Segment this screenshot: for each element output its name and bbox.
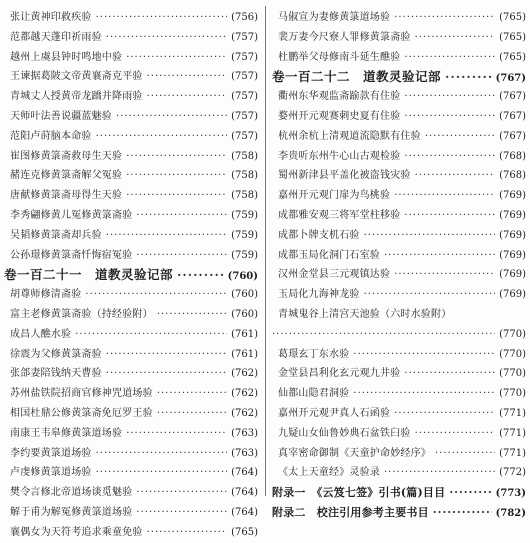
- toc-page-number: (757): [231, 130, 258, 142]
- toc-entry-title: 成都雅安观三将军堂柱移验: [278, 209, 401, 221]
- dot-leader: [126, 166, 227, 186]
- dot-leader: [435, 444, 495, 464]
- toc-entry-title: 南康王韦皋修黄箓道场验: [10, 427, 123, 439]
- toc-entry-title: 富主老修黄箓斋验（持经验附）: [10, 308, 153, 320]
- toc-page-number: (773): [495, 488, 526, 500]
- dot-leader: [445, 67, 492, 87]
- toc-page-number: (761): [231, 328, 258, 340]
- toc-entry[interactable]: [272, 265, 526, 285]
- toc-left-column: [4, 8, 258, 543]
- toc-entry[interactable]: [4, 147, 258, 167]
- toc-entry-title: 蜀州新津县平盖化被盗钱灾验: [278, 170, 411, 182]
- toc-page-number: (763): [231, 427, 258, 439]
- toc-page-number: (760): [231, 289, 258, 301]
- toc-entry[interactable]: [4, 226, 258, 246]
- toc-entry-title: 金堂县昌利化玄元观九井验: [278, 368, 401, 380]
- dot-leader: [353, 345, 495, 365]
- dot-leader: [75, 325, 227, 345]
- dot-leader: [433, 503, 492, 523]
- toc-entry-title: 玉局化九海神龙验: [278, 289, 360, 301]
- dot-leader: [157, 305, 227, 325]
- toc-entry[interactable]: [272, 107, 526, 127]
- toc-chapter-heading[interactable]: [272, 67, 526, 87]
- toc-entry[interactable]: [4, 345, 258, 365]
- toc-entry[interactable]: [4, 127, 258, 147]
- toc-page-number: (757): [231, 110, 258, 122]
- toc-entry-title: 胡尊师修清斋验: [10, 289, 82, 301]
- dot-leader: [126, 147, 227, 167]
- toc-page-number: (760): [231, 308, 258, 320]
- toc-entry[interactable]: [4, 424, 258, 444]
- toc-entry[interactable]: [4, 28, 258, 48]
- dot-leader: [404, 364, 495, 384]
- toc-entry-title: 李贵听东州牛心山古观检验: [278, 150, 401, 162]
- toc-entry[interactable]: [272, 404, 526, 424]
- dot-leader: [116, 107, 227, 127]
- toc-entry-title: 青城丈人授黄帝龙蹻并降雨验: [10, 91, 143, 103]
- toc-entry[interactable]: [4, 8, 258, 28]
- toc-entry[interactable]: [272, 285, 526, 305]
- dot-leader: [394, 186, 495, 206]
- toc-entry-title: 樊令言修北帝道场谈觅魅验: [10, 487, 133, 499]
- toc-entry[interactable]: [272, 384, 526, 404]
- dot-leader: [96, 444, 228, 464]
- toc-entry[interactable]: [4, 364, 258, 384]
- toc-page-number: (768): [499, 170, 526, 182]
- toc-entry-title: 附录一 《云笈七签》引书(篇)目目: [272, 486, 446, 500]
- toc-entry-title: 成都玉局化洞门石室验: [278, 249, 380, 261]
- dot-leader: [415, 424, 496, 444]
- dot-leader: [425, 127, 495, 147]
- toc-page-number: (757): [231, 91, 258, 103]
- dot-leader: [157, 404, 227, 424]
- toc-page-number: (782): [495, 507, 526, 519]
- toc-entry-title: 卷一百二十二 道教灵验记部: [272, 69, 442, 85]
- toc-page-number: (770): [499, 368, 526, 380]
- dot-leader: [404, 107, 495, 127]
- toc-entry-title: 衢州东华观监斋踰款有住验: [278, 91, 401, 103]
- toc-entry-title: 卢虔修黄箓道场验: [10, 467, 92, 479]
- toc-page-number: (767): [495, 73, 526, 85]
- toc-entry-title: 崔图修黄箓斋救母生天验: [10, 150, 123, 162]
- toc-entry-title: 公孙璟修黄箓斋忏悔宿冤验: [10, 249, 133, 261]
- toc-entry-title: 李秀翩修黄儿冤修黄箓斋验: [10, 209, 133, 221]
- toc-page-number: (759): [231, 209, 258, 221]
- toc-entry-title: 成都卜牌支机石验: [278, 229, 360, 241]
- toc-entry-title: 赭连克修黄箓斋解父冤验: [10, 170, 123, 182]
- dot-leader: [364, 285, 496, 305]
- toc-entry[interactable]: [272, 48, 526, 68]
- toc-entry[interactable]: [272, 364, 526, 384]
- dot-leader: [415, 28, 496, 48]
- toc-right-column: [272, 8, 526, 523]
- toc-entry-title: 苏州盐铁院招商官修神咒道场验: [10, 388, 153, 400]
- toc-page-number: (771): [499, 407, 526, 419]
- toc-entry[interactable]: [4, 463, 258, 483]
- toc-page-number: (770): [499, 348, 526, 360]
- dot-leader: [147, 87, 228, 107]
- dot-leader: [147, 523, 228, 543]
- dot-leader: [96, 8, 228, 28]
- toc-page-number: (756): [231, 12, 258, 23]
- toc-page-number: (770): [499, 388, 526, 400]
- dot-leader: [106, 226, 227, 246]
- toc-page-number: (762): [231, 388, 258, 400]
- toc-page-number: (762): [231, 407, 258, 419]
- toc-entry-title: 范阳卢莳脑本命验: [10, 130, 92, 142]
- toc-entry[interactable]: [272, 127, 526, 147]
- toc-entry-title: 杜鹏举父母修南斗延生醮验: [278, 51, 401, 63]
- toc-page-number: (765): [231, 526, 258, 538]
- toc-page-number: (767): [499, 130, 526, 142]
- toc-entry[interactable]: [272, 87, 526, 107]
- toc-page-number: (767): [499, 110, 526, 122]
- toc-entry[interactable]: [4, 325, 258, 345]
- dot-leader: [364, 226, 496, 246]
- toc-page-number: (761): [231, 348, 258, 360]
- toc-entry-title: 杭州余杭上清观道流隐默有住验: [278, 130, 421, 142]
- toc-entry-title: 汉州金堂县三元观镇达验: [278, 269, 391, 281]
- dot-leader: [177, 265, 224, 285]
- dot-leader: [106, 345, 227, 365]
- toc-entry[interactable]: [4, 107, 258, 127]
- toc-entry[interactable]: [272, 147, 526, 167]
- toc-entry[interactable]: [272, 28, 526, 48]
- toc-page-number: (765): [499, 31, 526, 43]
- column-divider: [265, 6, 266, 496]
- toc-entry-title: 越州上虞县钟时鸣地中验: [10, 51, 123, 63]
- toc-page-number: (771): [499, 447, 526, 459]
- toc-page-number: (764): [231, 506, 258, 518]
- toc-entry[interactable]: [272, 463, 526, 483]
- toc-entry-title: 徐震为父修黄箓斋验: [10, 348, 102, 360]
- toc-entry[interactable]: [4, 166, 258, 186]
- toc-entry[interactable]: [272, 444, 526, 464]
- toc-entry-title: 张让黄神印救疾验: [10, 12, 92, 23]
- toc-entry[interactable]: [272, 325, 526, 345]
- toc-page-number: (763): [231, 447, 258, 459]
- toc-page-number: (758): [231, 190, 258, 202]
- toc-entry[interactable]: [272, 206, 526, 226]
- toc-entry-title: 吴韬修黄箓斋却兵验: [10, 229, 102, 241]
- toc-page-number: (772): [499, 467, 526, 479]
- toc-entry[interactable]: [4, 48, 258, 68]
- dot-leader: [96, 463, 228, 483]
- toc-appendix-entry[interactable]: [272, 503, 526, 523]
- toc-page-number: (769): [499, 269, 526, 281]
- toc-entry[interactable]: [272, 8, 526, 28]
- toc-page-number: (769): [499, 249, 526, 261]
- dot-leader: [106, 28, 227, 48]
- toc-entry-title: 嘉州开元观尹真人石函验: [278, 407, 391, 419]
- dot-leader: [394, 265, 495, 285]
- toc-entry-title: 襄偶女为天符考追求乘童免验: [10, 526, 143, 538]
- toc-page-number: (757): [231, 51, 258, 63]
- toc-entry-title: 天师叶法善说疆蓝魅验: [10, 110, 112, 122]
- toc-entry[interactable]: [4, 384, 258, 404]
- toc-entry[interactable]: [4, 404, 258, 424]
- toc-page-number: (771): [499, 427, 526, 439]
- toc-entry-title: 真宰密命御制《天童护命妙经序》: [278, 447, 431, 459]
- dot-leader: [157, 384, 227, 404]
- dot-leader: [415, 166, 496, 186]
- toc-entry-title: 范都越天蓬印祈雨验: [10, 31, 102, 43]
- toc-entry-title: 葛璟玄丁东水验: [278, 348, 350, 360]
- toc-entry-title: 李约要黄箓道场验: [10, 447, 92, 459]
- toc-page-number: (765): [499, 51, 526, 63]
- toc-entry-title: 青城鬼谷上清宫天池验（六时水验附）: [278, 308, 452, 320]
- toc-entry-title: 嘉州开元观门扉为鸟桃验: [278, 190, 391, 202]
- toc-page-number: (759): [231, 249, 258, 261]
- toc-entry[interactable]: [4, 206, 258, 226]
- toc-entry[interactable]: [4, 67, 258, 87]
- dot-leader: [126, 424, 227, 444]
- toc-page-number: (759): [231, 229, 258, 241]
- toc-page-number: (757): [231, 71, 258, 83]
- toc-page-number: (758): [231, 150, 258, 162]
- toc-entry[interactable]: [4, 285, 258, 305]
- toc-page-number: (769): [499, 229, 526, 241]
- toc-entry[interactable]: [272, 305, 526, 325]
- toc-entry-title: 裴万妻今尺寮人罪修黄箓斋验: [278, 31, 411, 43]
- toc-entry-title: 唐献修黄箓斋母得生天验: [10, 190, 123, 202]
- toc-entry-title: 婺州开元观赛刺史夏有住验: [278, 110, 401, 122]
- toc-page-number: (768): [499, 150, 526, 162]
- toc-page-number: (769): [499, 209, 526, 221]
- toc-entry-title: 《太上天童经》灵验录: [278, 467, 380, 479]
- toc-page-number: (762): [231, 368, 258, 380]
- dot-leader: [96, 127, 228, 147]
- dot-leader: [106, 364, 227, 384]
- toc-page-number: (757): [231, 31, 258, 43]
- dot-leader: [272, 325, 495, 345]
- toc-entry-title: 解于甫为解冤修黄箓道场验: [10, 506, 133, 518]
- toc-entry[interactable]: [272, 186, 526, 206]
- toc-entry[interactable]: [4, 186, 258, 206]
- toc-entry-title: 马俶宣为妻修黄箓道场验: [278, 12, 391, 23]
- toc-entry[interactable]: [272, 424, 526, 444]
- toc-entry[interactable]: [272, 166, 526, 186]
- toc-entry-title: 附录二 校注引用参考主要书目: [272, 505, 429, 519]
- toc-entry[interactable]: [4, 246, 258, 266]
- toc-entry[interactable]: [4, 523, 258, 543]
- toc-page-number: (770): [499, 328, 526, 340]
- dot-leader: [136, 206, 227, 226]
- toc-entry[interactable]: [4, 305, 258, 325]
- toc-entry-title: 成昌人醮水验: [10, 328, 72, 340]
- dot-leader: [404, 87, 495, 107]
- toc-page-number: (767): [499, 91, 526, 103]
- toc-page-number: (769): [499, 289, 526, 301]
- toc-entry[interactable]: [272, 246, 526, 266]
- dot-leader: [404, 48, 495, 68]
- toc-entry[interactable]: [272, 226, 526, 246]
- dot-leader: [126, 48, 227, 68]
- toc-entry-title: 九疑山女仙鲁妙典石盆铁臼验: [278, 427, 411, 439]
- toc-entry-title: 仙都山隐君洞验: [278, 388, 350, 400]
- toc-entry-title: 张郃妻陪钱纳天曹验: [10, 368, 102, 380]
- toc-entry[interactable]: [272, 345, 526, 365]
- dot-leader: [404, 206, 495, 226]
- dot-leader: [394, 404, 495, 424]
- toc-entry[interactable]: [4, 87, 258, 107]
- toc-chapter-heading[interactable]: [4, 265, 258, 285]
- toc-entry-title: 卷一百二十一 道教灵验记部: [4, 267, 174, 283]
- dot-leader: [404, 147, 495, 167]
- toc-page-number: (764): [231, 467, 258, 479]
- toc-entry-title: 王谏据葛陂文帝黄襄斋克平验: [10, 71, 143, 83]
- toc-page-number: (769): [499, 190, 526, 202]
- toc-entry[interactable]: [4, 444, 258, 464]
- dot-leader: [136, 246, 227, 266]
- dot-leader: [147, 67, 228, 87]
- dot-leader: [353, 384, 495, 404]
- toc-page-number: (765): [499, 12, 526, 23]
- dot-leader: [394, 8, 495, 28]
- dot-leader: [384, 246, 495, 266]
- dot-leader: [384, 463, 495, 483]
- dot-leader: [136, 503, 227, 523]
- toc-entry[interactable]: [4, 503, 258, 523]
- toc-page-number: (764): [231, 487, 258, 499]
- toc-entry-title: 相国杜鼎公修黄箓斋免厄罗王验: [10, 407, 153, 419]
- toc-page-number: (760): [227, 271, 258, 283]
- toc-page-number: (758): [231, 170, 258, 182]
- dot-leader: [85, 285, 227, 305]
- dot-leader: [126, 186, 227, 206]
